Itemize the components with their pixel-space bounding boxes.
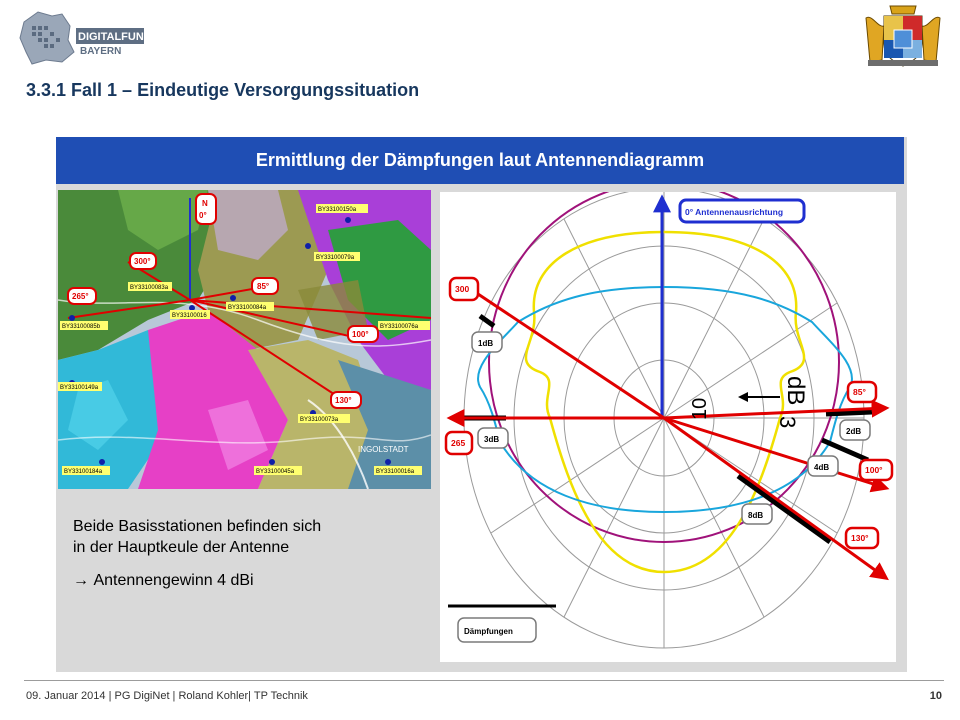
note-line-2: in der Hauptkeule der Antenne	[73, 539, 290, 556]
note-result: Antennengewinn 4 dBi	[89, 572, 254, 589]
arrow-right-icon: →	[73, 572, 89, 589]
map-label-130: 130°	[335, 396, 352, 405]
station-label: BY33100084a	[228, 305, 267, 311]
slide-title: 3.3.1 Fall 1 – Eindeutige Versorgungssituation	[26, 80, 420, 100]
note-text	[73, 516, 423, 591]
station-label: BY33100083a	[130, 285, 169, 291]
station-label: BY33100045a	[256, 469, 295, 475]
station-label: BY33100076a	[380, 324, 419, 330]
map-label-85: 85°	[257, 282, 270, 291]
footer-divider	[24, 680, 944, 681]
place-label: INGOLSTADT	[358, 445, 409, 454]
station-label: BY33100150a	[318, 207, 357, 213]
station-label: BY33100149a	[60, 385, 99, 391]
map-label-100: 100°	[352, 330, 369, 339]
coverage-map	[58, 190, 431, 489]
map-label-300: 300°	[134, 257, 151, 266]
station-label: BY33100073a	[300, 417, 339, 423]
page-number: 10	[929, 690, 942, 702]
map-north-deg: 0°	[199, 211, 207, 220]
station-label: BY33100016a	[376, 469, 415, 475]
station-label: BY33100016	[172, 313, 207, 319]
orientation-label: 0° Antennenausrichtung	[685, 207, 784, 217]
note-line-3	[73, 570, 423, 591]
db-label-8: 8dB	[748, 511, 764, 520]
logo-text-2: BAYERN	[80, 46, 122, 57]
antenna-diagram	[440, 192, 896, 662]
scale-label-10: 10	[689, 397, 711, 420]
scale-label-db: dB	[782, 376, 809, 406]
note-line-1: Beide Basisstationen befinden sich	[73, 518, 322, 535]
angle-label-130: 130°	[851, 533, 869, 543]
map-label-265: 265°	[72, 292, 89, 301]
legend-label: Dämpfungen	[464, 627, 513, 636]
station-label: BY33100079a	[316, 255, 355, 261]
angle-label-85: 85°	[853, 387, 866, 397]
db-label-4: 4dB	[814, 463, 830, 472]
station-label: BY33100085b	[62, 324, 101, 330]
db-label-1: 1dB	[478, 339, 494, 348]
db-label-2: 2dB	[846, 427, 862, 436]
db-label-3: 3dB	[484, 435, 500, 444]
footer-text: 09. Januar 2014 | PG DigiNet | Roland Kohler| TP Technik	[26, 690, 308, 702]
panel-header: Ermittlung der Dämpfungen laut Antennendiagramm	[56, 137, 904, 184]
angle-label-300: 300	[455, 284, 470, 294]
map-north-label: N	[202, 199, 208, 208]
logo-text-1: DIGITALFUNK	[78, 31, 148, 43]
bavarian-coat-of-arms	[862, 4, 944, 68]
scale-label-3: 3	[775, 416, 800, 429]
digitalfunk-logo	[18, 8, 148, 68]
angle-label-100: 100°	[865, 465, 883, 475]
station-label: BY33100184a	[64, 469, 103, 475]
angle-label-265: 265	[451, 438, 466, 448]
